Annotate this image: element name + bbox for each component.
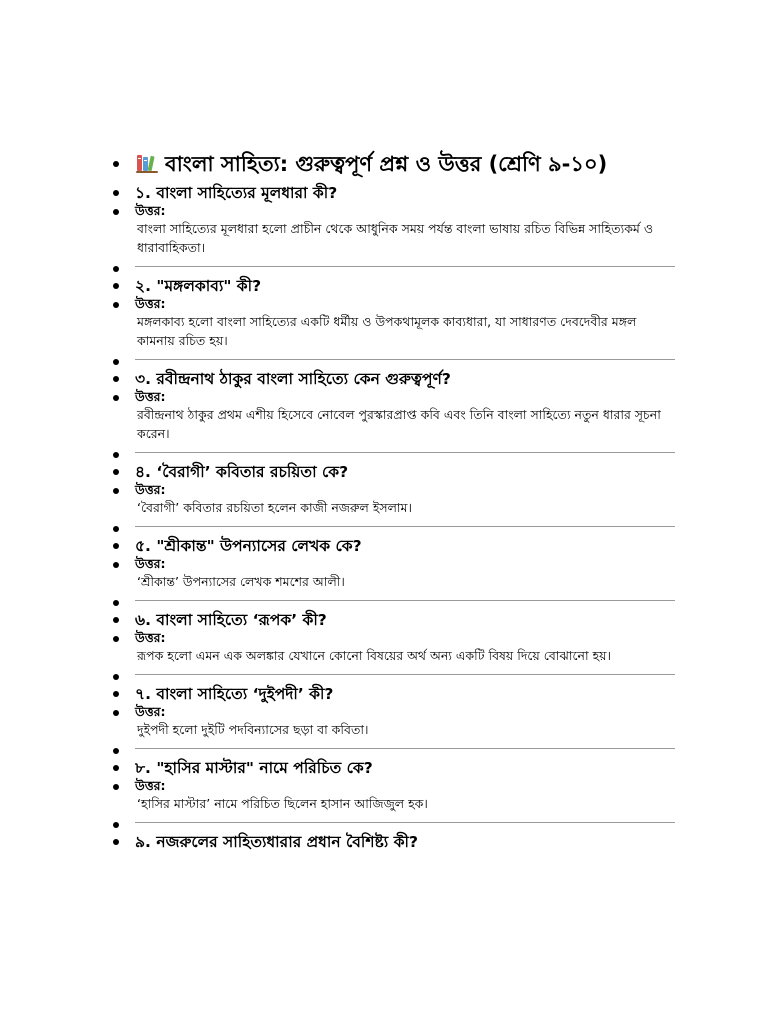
answer-label: উত্তর: (135, 203, 166, 218)
answer-text: ‘শ্রীকান্ত’ উপন্যাসের লেখক শমশের আলী। (137, 574, 345, 589)
answer-label: উত্তর: (135, 704, 166, 719)
horizontal-rule (135, 600, 675, 601)
answer-text: রবীন্দ্রনাথ ঠাকুর প্রথম এশীয় হিসেবে নোবেল পুরস্কারপ্রাপ্ত কবি এবং তিনি বাংলা সাহিত্যে নতুন ধারার সূচনা করেন। (137, 407, 661, 441)
question-item: ৭. বাংলা সাহিত্যে ‘দুইপদী’ কী? (113, 684, 675, 704)
answer-text: বাংলা সাহিত্যের মূলধারা হলো প্রাচীন থেকে আধুনিক সময় পর্যন্ত বাংলা ভাষায় রচিত বিভিন্ন সাহিত্যকর্ম ও ধারাবাহিকতা। (137, 221, 654, 255)
answer-label: উত্তর: (135, 556, 166, 571)
separator-item (113, 739, 675, 758)
question-item: ১. বাংলা সাহিত্যের মূলধারা কী? (113, 183, 675, 203)
answer-text: দুইপদী হলো দুইটি পদবিন্যাসের ছড়া বা কবিতা। (137, 722, 369, 737)
answer-label: উত্তর: (135, 389, 166, 404)
horizontal-rule (135, 359, 675, 360)
question-item: ২. "মঙ্গলকাব্য" কী? (113, 276, 675, 296)
separator-item (113, 665, 675, 684)
answer-item (113, 482, 675, 517)
answer-item (113, 704, 675, 739)
separator-item (113, 591, 675, 610)
horizontal-rule (135, 526, 675, 527)
horizontal-rule (135, 266, 675, 267)
question-item: ৮. "হাসির মাস্টার" নামে পরিচিত কে? (113, 758, 675, 778)
answer-item (113, 556, 675, 591)
answer-text: ‘বৈরাগী’ কবিতার রচয়িতা হলেন কাজী নজরুল ইসলাম। (137, 500, 412, 515)
answer-label: উত্তর: (135, 630, 166, 645)
answer-item (113, 296, 675, 350)
horizontal-rule (135, 452, 675, 453)
horizontal-rule (135, 822, 675, 823)
separator-item (113, 813, 675, 832)
answer-text: মঙ্গলকাব্য হলো বাংলা সাহিত্যের একটি ধর্মীয় ও উপকথামূলক কাব্যধারা, যা সাধারণত দেবদেবীর মঙ্গল কামনায় রচিত হয়। (137, 314, 637, 348)
separator-item (113, 257, 675, 276)
answer-text: ‘হাসির মাস্টার’ নামে পরিচিত ছিলেন হাসান আজিজুল হক। (137, 796, 428, 811)
books-icon (135, 154, 159, 174)
answer-label: উত্তর: (135, 296, 166, 311)
page-title-text: বাংলা সাহিত্য: গুরুত্বপূর্ণ প্রশ্ন ও উত্তর (শ্রেণি ৯-১০) (165, 152, 608, 176)
separator-item (113, 517, 675, 536)
page-title (113, 150, 675, 183)
answer-label: উত্তর: (135, 778, 166, 793)
question-item: ৬. বাংলা সাহিত্যে ‘রূপক’ কী? (113, 610, 675, 630)
question-item: ৪. ‘বৈরাগী’ কবিতার রচয়িতা কে? (113, 462, 675, 482)
answer-item (113, 389, 675, 443)
separator-item (113, 350, 675, 369)
question-item: ৯. নজরুলের সাহিত্যধারার প্রধান বৈশিষ্ট্য কী? (113, 832, 675, 852)
answer-item (113, 630, 675, 665)
question-item: ৩. রবীন্দ্রনাথ ঠাকুর বাংলা সাহিত্যে কেন গুরুত্বপূর্ণ? (113, 369, 675, 389)
horizontal-rule (135, 748, 675, 749)
answer-item (113, 778, 675, 813)
answer-label: উত্তর: (135, 482, 166, 497)
horizontal-rule (135, 674, 675, 675)
answer-text: রূপক হলো এমন এক অলঙ্কার যেখানে কোনো বিষয়ের অর্থ অন্য একটি বিষয় দিয়ে বোঝানো হয়। (137, 648, 611, 663)
answer-item (113, 203, 675, 257)
question-item: ৫. "শ্রীকান্ত" উপন্যাসের লেখক কে? (113, 536, 675, 556)
qa-list (113, 150, 675, 852)
separator-item (113, 443, 675, 462)
